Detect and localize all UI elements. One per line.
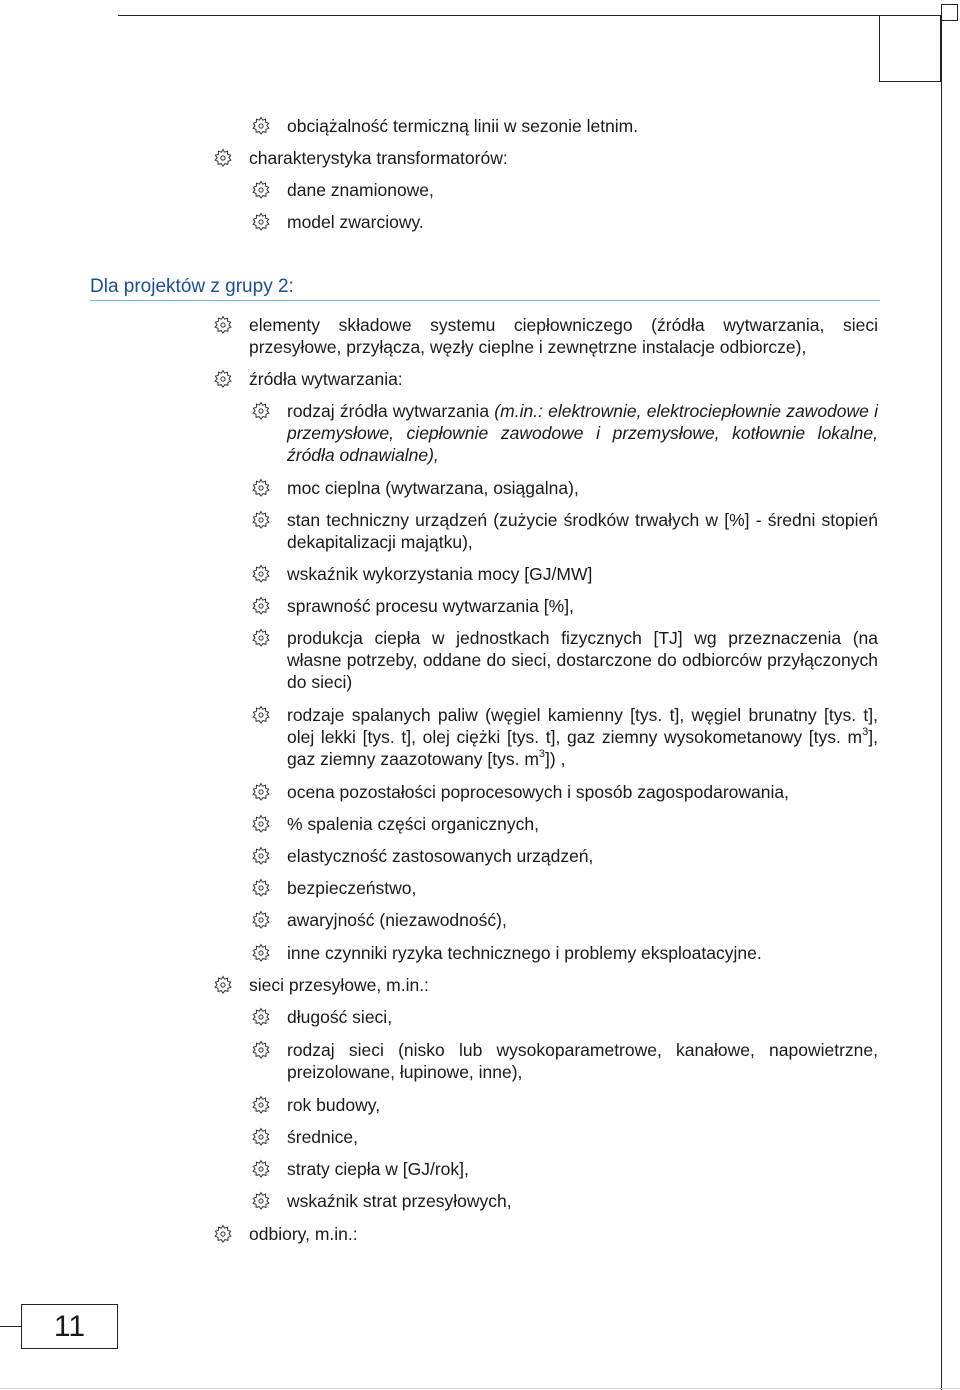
list-item-text: model zwarciowy. [287, 212, 424, 232]
list-item [251, 477, 878, 499]
gear-bullet-icon [251, 1159, 271, 1179]
gear-bullet-icon [213, 315, 233, 335]
list-item-text: dane znamionowe, [287, 180, 434, 200]
corner-box-large [879, 15, 941, 82]
gear-bullet-icon [251, 1040, 271, 1060]
page-number [21, 1304, 118, 1349]
list-item [251, 1039, 878, 1083]
gear-bullet-icon [213, 1224, 233, 1244]
corner-box-small [941, 4, 958, 21]
list-item-text: awaryjność (niezawodność), [287, 910, 507, 930]
list-item-text: elastyczność zastosowanych urządzeń, [287, 846, 594, 866]
list-item-text: charakterystyka transformatorów: [249, 148, 508, 168]
gear-bullet-icon [251, 212, 271, 232]
list-item-text-part: rodzaj źródła wytwarzania [287, 401, 490, 421]
gear-bullet-icon [251, 510, 271, 530]
list-item [251, 211, 878, 233]
page-number-connector [0, 1326, 21, 1327]
list-item [213, 1223, 878, 1245]
list-item-text: odbiory, m.in.: [249, 1224, 358, 1244]
list-item [213, 314, 878, 358]
list-item [251, 877, 878, 899]
bottom-edge-line [0, 1388, 960, 1389]
section-heading: Dla projektów z grupy 2: [90, 276, 294, 297]
list-item-text: elementy składowe systemu ciepłowniczego (źródła wytwarzania, sieci przesyłowe, przyłącza, węzły cieplne i zewnętrzne instalacje odbiorcze), [249, 315, 878, 357]
superscript: 3 [862, 726, 869, 739]
list-item-text: rok budowy, [287, 1095, 381, 1115]
list-item [251, 627, 878, 693]
list-item-text: wskaźnik wykorzystania mocy [GJ/MW] [287, 564, 593, 584]
list-item-text-part: rodzaje spalanych paliw (węgiel kamienny [tys. t], węgiel brunatny [tys. t], olej lekki [tys. t], olej ciężki [tys. t], gaz ziemny wysokometanowy [tys. m [287, 705, 878, 747]
list-item-text: długość sieci, [287, 1007, 393, 1027]
list-item-text [287, 400, 878, 466]
gear-bullet-icon [251, 943, 271, 963]
gear-bullet-icon [251, 180, 271, 200]
gear-bullet-icon [251, 596, 271, 616]
list-item-text: obciążalność termiczną linii w sezonie letnim. [287, 116, 639, 136]
gear-bullet-icon [251, 1095, 271, 1115]
list-item [251, 115, 878, 137]
list-item [251, 595, 878, 617]
list-item [251, 1158, 878, 1180]
list-item [251, 813, 878, 835]
page-number-text: 11 [53, 1309, 86, 1343]
gear-bullet-icon [251, 782, 271, 802]
list-item [213, 368, 878, 390]
list-item-text: sieci przesyłowe, m.in.: [249, 975, 429, 995]
gear-bullet-icon [213, 975, 233, 995]
frame-right-line [941, 15, 942, 1390]
gear-bullet-icon [251, 478, 271, 498]
list-item-text: % spalenia części organicznych, [287, 814, 539, 834]
gear-bullet-icon [251, 564, 271, 584]
gear-bullet-icon [251, 628, 271, 648]
frame-top-line [118, 15, 942, 16]
list-item [213, 974, 878, 996]
list-item [251, 179, 878, 201]
list-item-text: źródła wytwarzania: [249, 369, 403, 389]
superscript: 3 [538, 748, 546, 761]
list-item [251, 1190, 878, 1212]
list-item [251, 909, 878, 931]
list-item [251, 1006, 878, 1028]
list-item [251, 845, 878, 867]
list-item-text-part: ]) , [545, 749, 566, 769]
list-item [251, 563, 878, 585]
list-item [251, 1094, 878, 1116]
gear-bullet-icon [213, 148, 233, 168]
list-item-text-italic: (m.in.: elektrownie, elektrociepłownie zawodowe i przemysłowe, ciepłownie zawodowe i przemysłowe, kotłownie lokalne, źródła odnawialne), [287, 401, 878, 465]
list-item [251, 781, 878, 803]
list-item [251, 400, 878, 466]
list-item-text-part: ], gaz ziemny zaazotowany [tys. m [287, 727, 878, 769]
list-item-text: wskaźnik strat przesyłowych, [287, 1191, 512, 1211]
list-item-text: bezpieczeństwo, [287, 878, 417, 898]
list-item-text: sprawność procesu wytwarzania [%], [287, 596, 574, 616]
list-item-text: ocena pozostałości poprocesowych i sposób zagospodarowania, [287, 782, 789, 802]
gear-bullet-icon [251, 910, 271, 930]
heading-underline [90, 300, 880, 301]
gear-bullet-icon [251, 116, 271, 136]
list-item-text: straty ciepła w [GJ/rok], [287, 1159, 469, 1179]
gear-bullet-icon [251, 1127, 271, 1147]
gear-bullet-icon [213, 369, 233, 389]
list-item [251, 704, 878, 770]
list-item-text: rodzaj sieci (nisko lub wysokoparametrowe, kanałowe, napowietrzne, preizolowane, łupinowe, inne), [287, 1040, 878, 1082]
gear-bullet-icon [251, 878, 271, 898]
list-item-text: średnice, [287, 1127, 359, 1147]
gear-bullet-icon [251, 1191, 271, 1211]
list-item [213, 147, 878, 169]
list-item [251, 1126, 878, 1148]
list-item-text [287, 704, 878, 770]
list-item [251, 509, 878, 553]
list-item-text: produkcja ciepła w jednostkach fizycznych [TJ] wg przeznaczenia (na własne potrzeby, oddane do sieci, dostarczone do odbiorców przyłączonych do sieci) [287, 628, 878, 692]
gear-bullet-icon [251, 814, 271, 834]
gear-bullet-icon [251, 1007, 271, 1027]
list-item [251, 942, 878, 964]
gear-bullet-icon [251, 846, 271, 866]
list-item-text: moc cieplna (wytwarzana, osiągalna), [287, 478, 579, 498]
gear-bullet-icon [251, 705, 271, 725]
list-item-text: stan techniczny urządzeń (zużycie środków trwałych w [%] - średni stopień dekapitalizacji majątku), [287, 510, 878, 552]
gear-bullet-icon [251, 401, 271, 421]
list-item-text: inne czynniki ryzyka technicznego i problemy eksploatacyjne. [287, 943, 762, 963]
